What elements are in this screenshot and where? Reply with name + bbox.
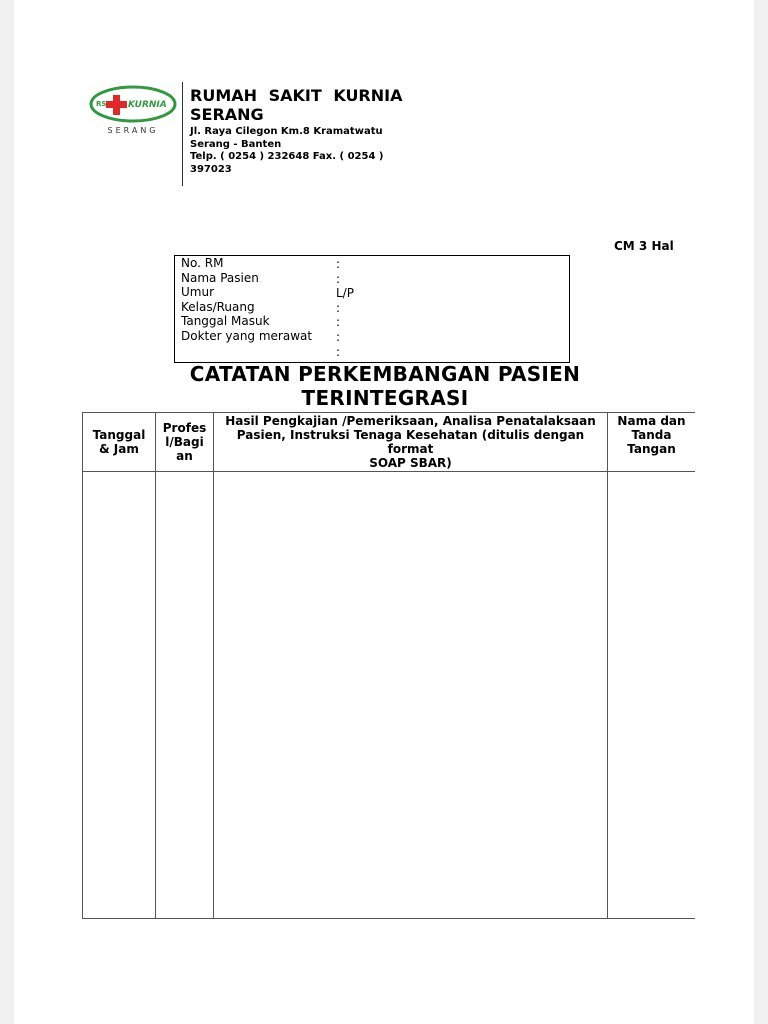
patient-field-labels <box>181 256 312 344</box>
document-title-line1: CATATAN PERKEMBANGAN PASIEN <box>189 362 581 386</box>
hospital-name-line2: SERANG <box>190 105 264 124</box>
document-title-line2: TERINTEGRASI <box>301 386 469 410</box>
logo-kurnia-text: KURNIA <box>128 100 167 110</box>
address-line: 397023 <box>190 163 232 175</box>
field-label-dokter: Dokter yang merawat <box>181 328 313 343</box>
cell-tanda-tangan[interactable] <box>608 472 696 919</box>
table-entry-row <box>83 472 696 919</box>
hospital-name-line1: RUMAH SAKIT KURNIA <box>190 86 403 105</box>
cell-profesi[interactable] <box>156 472 214 919</box>
header-profesi-bagian: Profes l/Bagi an <box>156 413 214 472</box>
field-label-nama-pasien: Nama Pasien <box>181 270 259 285</box>
header-divider <box>182 82 183 186</box>
patient-field-values <box>336 257 354 359</box>
header-tanggal-jam: Tanggal & Jam <box>83 413 156 472</box>
form-code: CM 3 Hal <box>614 239 674 253</box>
field-value: : <box>336 257 341 271</box>
field-value: : <box>336 271 341 286</box>
field-label-umur: Umur <box>181 285 215 300</box>
logo-rs-text: RS <box>96 100 107 108</box>
cell-hasil-pengkajian[interactable] <box>214 472 608 919</box>
logo-city-text: SERANG <box>107 126 159 135</box>
field-label-no-rm: No. RM <box>181 256 224 270</box>
cell-tanggal-jam[interactable] <box>83 472 156 919</box>
hospital-name <box>190 86 430 124</box>
field-value: : <box>336 329 341 344</box>
address-line: Serang - Banten <box>190 138 282 150</box>
header-hasil-pengkajian: Hasil Pengkajian /Pemeriksaan, Analisa Penatalaksaan Pasien, Instruksi Tenaga Kesehatan (ditulis dengan format SOAP SBAR) <box>214 413 608 472</box>
field-label-kelas-ruang: Kelas/Ruang <box>181 299 255 314</box>
address-line: Telp. ( 0254 ) 232648 Fax. ( 0254 ) <box>190 151 384 162</box>
field-value: : <box>336 344 341 359</box>
address-line: Jl. Raya Cilegon Km.8 Kramatwatu <box>190 126 383 137</box>
table-header-row <box>83 413 696 472</box>
hospital-address <box>190 126 390 176</box>
document-title <box>150 362 620 410</box>
progress-notes-table <box>82 412 695 919</box>
field-value: : <box>336 300 341 315</box>
field-value: : <box>336 315 341 330</box>
header-nama-tanda-tangan: Nama dan Tanda Tangan <box>608 413 696 472</box>
field-value: L/P <box>336 286 354 301</box>
field-label-tanggal-masuk: Tanggal Masuk <box>181 314 270 329</box>
